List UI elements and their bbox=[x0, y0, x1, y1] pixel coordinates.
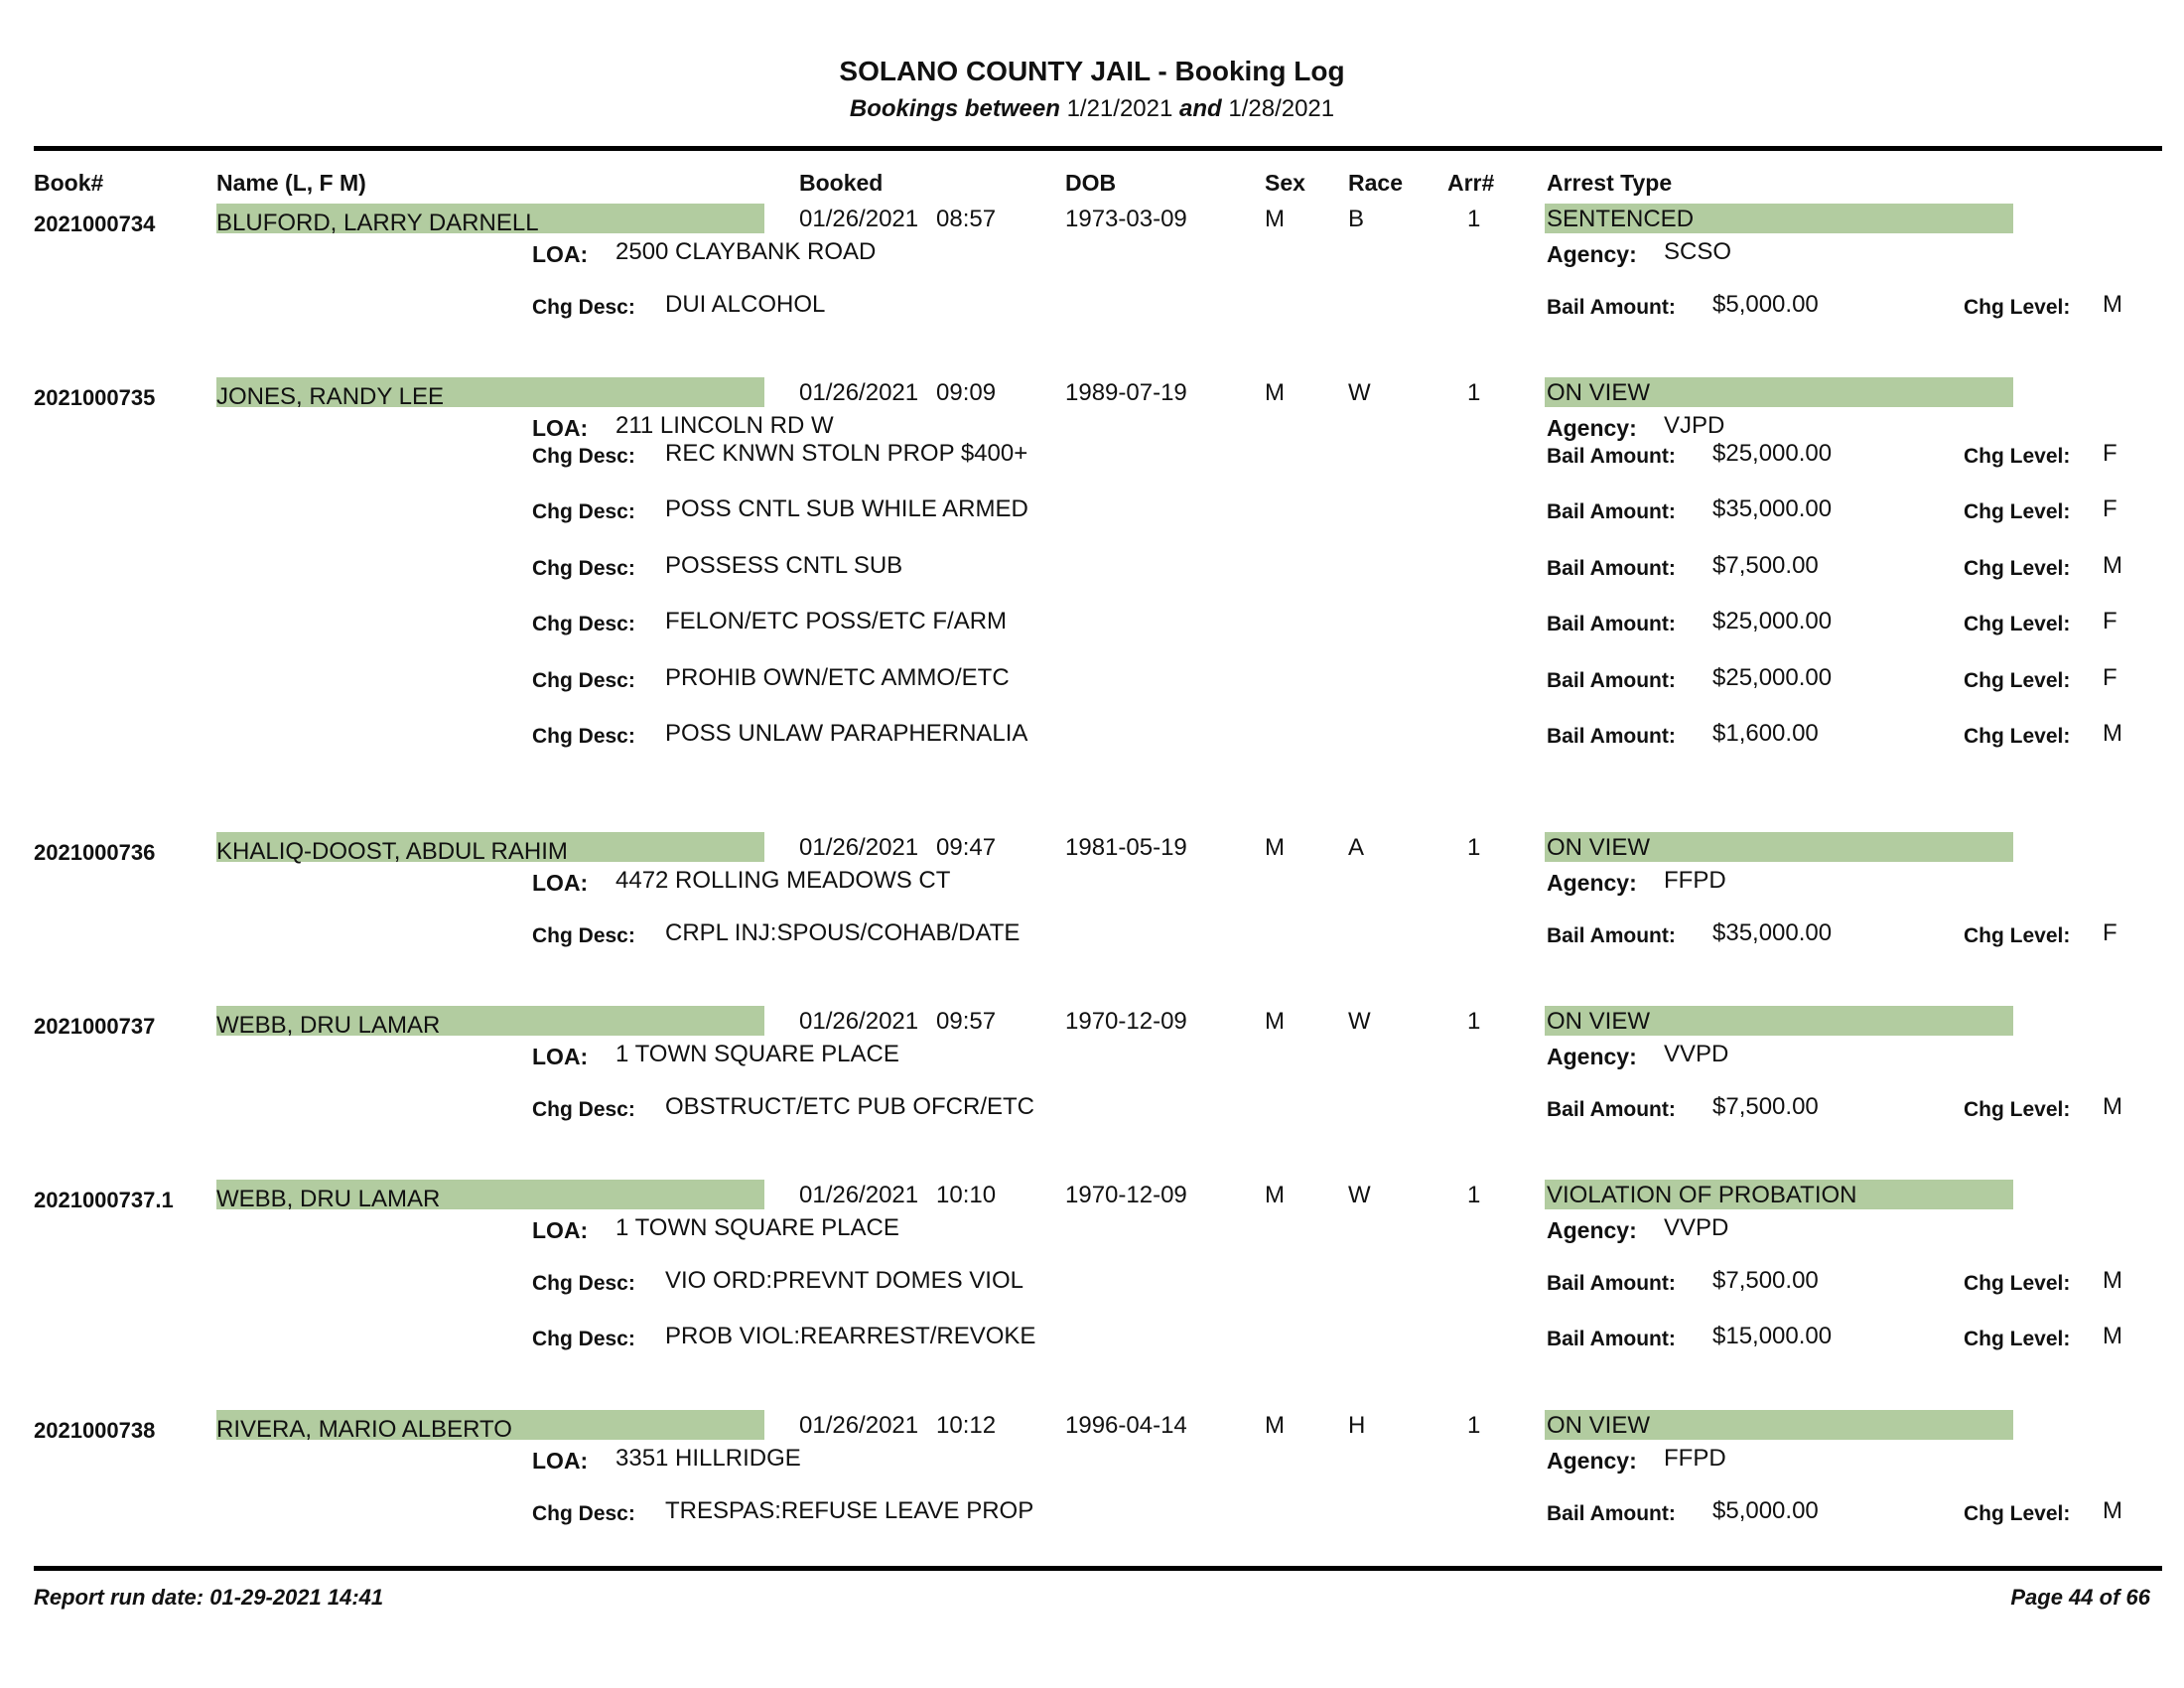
arrest-type: VIOLATION OF PROBATION bbox=[1547, 1182, 1857, 1208]
bail-amount: $7,500.00 bbox=[1712, 1267, 1819, 1294]
arrest-number: 1 bbox=[1467, 379, 1481, 406]
race: W bbox=[1348, 379, 1371, 406]
booked-date: 01/26/2021 bbox=[799, 206, 919, 232]
agency-value: VVPD bbox=[1664, 1214, 1729, 1241]
agency-label: Agency: bbox=[1547, 870, 1637, 896]
inmate-name: BLUFORD, LARRY DARNELL bbox=[216, 210, 539, 236]
charge-level: M bbox=[2103, 1497, 2122, 1524]
footer-rule bbox=[34, 1566, 2162, 1571]
bail-amount-label: Bail Amount: bbox=[1547, 557, 1676, 580]
chg-desc-label: Chg Desc: bbox=[532, 613, 635, 635]
booked-date: 01/26/2021 bbox=[799, 1008, 919, 1035]
bail-amount-label: Bail Amount: bbox=[1547, 445, 1676, 468]
loa-value: 4472 ROLLING MEADOWS CT bbox=[615, 867, 951, 894]
race: H bbox=[1348, 1412, 1366, 1439]
chg-level-label: Chg Level: bbox=[1964, 557, 2071, 580]
charge-level: M bbox=[2103, 720, 2122, 747]
chg-desc-label: Chg Desc: bbox=[532, 924, 635, 947]
booked-date: 01/26/2021 bbox=[799, 834, 919, 861]
loa-value: 3351 HILLRIDGE bbox=[615, 1445, 801, 1472]
loa-label: LOA: bbox=[532, 1448, 589, 1474]
bail-amount: $15,000.00 bbox=[1712, 1323, 1833, 1349]
agency-label: Agency: bbox=[1547, 1044, 1637, 1069]
bail-amount: $7,500.00 bbox=[1712, 552, 1819, 579]
arrest-type: ON VIEW bbox=[1547, 379, 1651, 406]
col-sex: Sex bbox=[1265, 170, 1305, 196]
agency-label: Agency: bbox=[1547, 415, 1637, 441]
charge-level: M bbox=[2103, 552, 2122, 579]
chg-level-label: Chg Level: bbox=[1964, 725, 2071, 748]
start-date: 1/21/2021 bbox=[1066, 95, 1173, 122]
charge-level: F bbox=[2103, 664, 2117, 691]
report-subtitle bbox=[0, 95, 2184, 123]
bail-amount: $7,500.00 bbox=[1712, 1093, 1819, 1120]
col-name: Name (L, F M) bbox=[216, 170, 366, 196]
inmate-name: WEBB, DRU LAMAR bbox=[216, 1012, 441, 1039]
chg-level-label: Chg Level: bbox=[1964, 500, 2071, 523]
col-race: Race bbox=[1348, 170, 1403, 196]
chg-desc-label: Chg Desc: bbox=[532, 445, 635, 468]
col-booked: Booked bbox=[799, 170, 884, 196]
bail-amount-label: Bail Amount: bbox=[1547, 924, 1676, 947]
race: W bbox=[1348, 1008, 1371, 1035]
race: W bbox=[1348, 1182, 1371, 1208]
loa-label: LOA: bbox=[532, 1044, 589, 1069]
book-number: 2021000736 bbox=[34, 840, 156, 865]
bail-amount: $5,000.00 bbox=[1712, 291, 1819, 318]
charge-level: F bbox=[2103, 608, 2117, 634]
chg-level-label: Chg Level: bbox=[1964, 1328, 2071, 1350]
agency-value: SCSO bbox=[1664, 238, 1732, 265]
agency-label: Agency: bbox=[1547, 1217, 1637, 1243]
agency-value: VJPD bbox=[1664, 412, 1725, 439]
charge-description: PROHIB OWN/ETC AMMO/ETC bbox=[665, 664, 1010, 691]
arrest-number: 1 bbox=[1467, 834, 1481, 861]
charge-level: F bbox=[2103, 919, 2117, 946]
bail-amount: $25,000.00 bbox=[1712, 664, 1833, 691]
booked-date: 01/26/2021 bbox=[799, 379, 919, 406]
charge-description: OBSTRUCT/ETC PUB OFCR/ETC bbox=[665, 1093, 1035, 1120]
chg-level-label: Chg Level: bbox=[1964, 924, 2071, 947]
book-number: 2021000735 bbox=[34, 385, 156, 410]
bail-amount-label: Bail Amount: bbox=[1547, 500, 1676, 523]
agency-value: VVPD bbox=[1664, 1041, 1729, 1067]
booked-date: 01/26/2021 bbox=[799, 1182, 919, 1208]
charge-description: CRPL INJ:SPOUS/COHAB/DATE bbox=[665, 919, 1021, 946]
dob: 1970-12-09 bbox=[1065, 1008, 1187, 1035]
bail-amount-label: Bail Amount: bbox=[1547, 1098, 1676, 1121]
arrest-type: ON VIEW bbox=[1547, 1412, 1651, 1439]
charge-level: F bbox=[2103, 495, 2117, 522]
bail-amount: $25,000.00 bbox=[1712, 440, 1833, 467]
chg-level-label: Chg Level: bbox=[1964, 296, 2071, 319]
chg-desc-label: Chg Desc: bbox=[532, 1328, 635, 1350]
chg-level-label: Chg Level: bbox=[1964, 445, 2071, 468]
arrest-number: 1 bbox=[1467, 1412, 1481, 1439]
report-run-date: Report run date: 01-29-2021 14:41 bbox=[34, 1585, 384, 1610]
chg-desc-label: Chg Desc: bbox=[532, 1502, 635, 1525]
charge-level: F bbox=[2103, 440, 2117, 467]
inmate-name: JONES, RANDY LEE bbox=[216, 383, 444, 410]
booked-time: 10:10 bbox=[936, 1182, 997, 1208]
booked-time: 09:47 bbox=[936, 834, 997, 861]
end-date: 1/28/2021 bbox=[1228, 95, 1335, 122]
agency-label: Agency: bbox=[1547, 1448, 1637, 1474]
charge-level: M bbox=[2103, 291, 2122, 318]
bail-amount-label: Bail Amount: bbox=[1547, 1502, 1676, 1525]
loa-label: LOA: bbox=[532, 1217, 589, 1243]
sex: M bbox=[1265, 1412, 1285, 1439]
chg-desc-label: Chg Desc: bbox=[532, 296, 635, 319]
sex: M bbox=[1265, 1182, 1285, 1208]
booked-time: 09:57 bbox=[936, 1008, 997, 1035]
bail-amount-label: Bail Amount: bbox=[1547, 613, 1676, 635]
charge-description: PROB VIOL:REARREST/REVOKE bbox=[665, 1323, 1036, 1349]
chg-desc-label: Chg Desc: bbox=[532, 669, 635, 692]
inmate-name: KHALIQ-DOOST, ABDUL RAHIM bbox=[216, 838, 568, 865]
arrest-type: ON VIEW bbox=[1547, 834, 1651, 861]
chg-desc-label: Chg Desc: bbox=[532, 1272, 635, 1295]
col-arrest-type: Arrest Type bbox=[1547, 170, 1673, 196]
col-arr: Arr# bbox=[1447, 170, 1495, 196]
header-rule bbox=[34, 146, 2162, 151]
subtitle-prefix: Bookings between bbox=[849, 95, 1060, 122]
arrest-type: ON VIEW bbox=[1547, 1008, 1651, 1035]
booked-time: 08:57 bbox=[936, 206, 997, 232]
sex: M bbox=[1265, 834, 1285, 861]
sex: M bbox=[1265, 206, 1285, 232]
race: B bbox=[1348, 206, 1365, 232]
bail-amount-label: Bail Amount: bbox=[1547, 296, 1676, 319]
booked-date: 01/26/2021 bbox=[799, 1412, 919, 1439]
charge-description: FELON/ETC POSS/ETC F/ARM bbox=[665, 608, 1008, 634]
bail-amount-label: Bail Amount: bbox=[1547, 1272, 1676, 1295]
charge-description: DUI ALCOHOL bbox=[665, 291, 826, 318]
book-number: 2021000737 bbox=[34, 1014, 156, 1039]
arrest-number: 1 bbox=[1467, 1008, 1481, 1035]
inmate-name: WEBB, DRU LAMAR bbox=[216, 1186, 441, 1212]
book-number: 2021000737.1 bbox=[34, 1188, 174, 1212]
charge-description: POSSESS CNTL SUB bbox=[665, 552, 903, 579]
loa-value: 1 TOWN SQUARE PLACE bbox=[615, 1214, 899, 1241]
col-book: Book# bbox=[34, 170, 104, 196]
charge-level: M bbox=[2103, 1323, 2122, 1349]
inmate-name: RIVERA, MARIO ALBERTO bbox=[216, 1416, 512, 1443]
loa-label: LOA: bbox=[532, 241, 589, 267]
charge-description: POSS UNLAW PARAPHERNALIA bbox=[665, 720, 1028, 747]
charge-description: POSS CNTL SUB WHILE ARMED bbox=[665, 495, 1028, 522]
bail-amount-label: Bail Amount: bbox=[1547, 1328, 1676, 1350]
dob: 1970-12-09 bbox=[1065, 1182, 1187, 1208]
charge-description: TRESPAS:REFUSE LEAVE PROP bbox=[665, 1497, 1034, 1524]
charge-level: M bbox=[2103, 1093, 2122, 1120]
chg-desc-label: Chg Desc: bbox=[532, 1098, 635, 1121]
bail-amount: $25,000.00 bbox=[1712, 608, 1833, 634]
loa-label: LOA: bbox=[532, 870, 589, 896]
chg-level-label: Chg Level: bbox=[1964, 669, 2071, 692]
bail-amount: $1,600.00 bbox=[1712, 720, 1819, 747]
bail-amount-label: Bail Amount: bbox=[1547, 669, 1676, 692]
chg-level-label: Chg Level: bbox=[1964, 613, 2071, 635]
bail-amount: $35,000.00 bbox=[1712, 919, 1833, 946]
dob: 1989-07-19 bbox=[1065, 379, 1187, 406]
dob: 1996-04-14 bbox=[1065, 1412, 1187, 1439]
charge-description: REC KNWN STOLN PROP $400+ bbox=[665, 440, 1028, 467]
dob: 1981-05-19 bbox=[1065, 834, 1187, 861]
col-dob: DOB bbox=[1065, 170, 1117, 196]
arrest-number: 1 bbox=[1467, 206, 1481, 232]
loa-value: 2500 CLAYBANK ROAD bbox=[615, 238, 877, 265]
chg-level-label: Chg Level: bbox=[1964, 1098, 2071, 1121]
charge-description: VIO ORD:PREVNT DOMES VIOL bbox=[665, 1267, 1024, 1294]
bail-amount: $5,000.00 bbox=[1712, 1497, 1819, 1524]
sex: M bbox=[1265, 379, 1285, 406]
dob: 1973-03-09 bbox=[1065, 206, 1187, 232]
bail-amount-label: Bail Amount: bbox=[1547, 725, 1676, 748]
sex: M bbox=[1265, 1008, 1285, 1035]
arrest-type: SENTENCED bbox=[1547, 206, 1695, 232]
book-number: 2021000738 bbox=[34, 1418, 156, 1443]
report-title: SOLANO COUNTY JAIL - Booking Log bbox=[839, 56, 1345, 86]
book-number: 2021000734 bbox=[34, 211, 156, 236]
booked-time: 09:09 bbox=[936, 379, 997, 406]
chg-level-label: Chg Level: bbox=[1964, 1272, 2071, 1295]
chg-desc-label: Chg Desc: bbox=[532, 557, 635, 580]
arrest-number: 1 bbox=[1467, 1182, 1481, 1208]
subtitle-and: and bbox=[1179, 95, 1222, 122]
agency-label: Agency: bbox=[1547, 241, 1637, 267]
loa-value: 1 TOWN SQUARE PLACE bbox=[615, 1041, 899, 1067]
loa-value: 211 LINCOLN RD W bbox=[615, 412, 834, 439]
charge-level: M bbox=[2103, 1267, 2122, 1294]
agency-value: FFPD bbox=[1664, 1445, 1726, 1472]
chg-desc-label: Chg Desc: bbox=[532, 500, 635, 523]
booked-time: 10:12 bbox=[936, 1412, 997, 1439]
page-number: Page 44 of 66 bbox=[2010, 1585, 2150, 1610]
agency-value: FFPD bbox=[1664, 867, 1726, 894]
bail-amount: $35,000.00 bbox=[1712, 495, 1833, 522]
race: A bbox=[1348, 834, 1365, 861]
chg-level-label: Chg Level: bbox=[1964, 1502, 2071, 1525]
loa-label: LOA: bbox=[532, 415, 589, 441]
chg-desc-label: Chg Desc: bbox=[532, 725, 635, 748]
